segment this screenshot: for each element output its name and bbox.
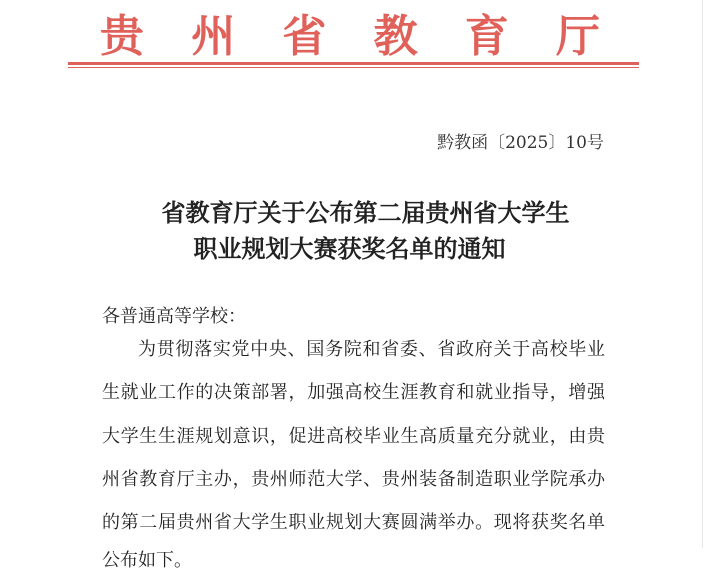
- document-number: 黔教函〔2025〕10号: [437, 133, 604, 153]
- letterhead-char: 教: [373, 11, 418, 62]
- body-line: 为贯彻落实党中央、国务院和省委、省政府关于高校毕业: [138, 339, 605, 360]
- salutation: 各普通高等学校：: [102, 306, 246, 327]
- letterhead-char: 厅: [555, 11, 600, 62]
- letterhead-char: 育: [464, 11, 509, 62]
- letterhead-rule-thick: [68, 62, 639, 65]
- page-edge: [702, 0, 703, 548]
- body-line: 大学生生涯规划意识，促进高校毕业生高质量充分就业，由贵: [102, 426, 605, 447]
- letterhead: [100, 12, 600, 62]
- body-line: 公布如下。: [102, 550, 192, 571]
- body-line: 的第二届贵州省大学生职业规划大赛圆满举办。现将获奖名单: [102, 512, 605, 533]
- document-title-line: 省教育厅关于公布第二届贵州省大学生: [161, 198, 570, 227]
- body-line: 州省教育厅主办，贵州师范大学、贵州装备制造职业学院承办: [102, 469, 605, 490]
- letterhead-char: 州: [191, 11, 236, 62]
- letterhead-char: 省: [282, 11, 327, 62]
- letterhead-rule-thin: [68, 67, 639, 68]
- letterhead-char: 贵: [100, 11, 144, 62]
- body-line: 生就业工作的决策部署，加强高校生涯教育和就业指导，增强: [102, 382, 605, 403]
- document-title-line: 职业规划大赛获奖名单的通知: [193, 234, 506, 263]
